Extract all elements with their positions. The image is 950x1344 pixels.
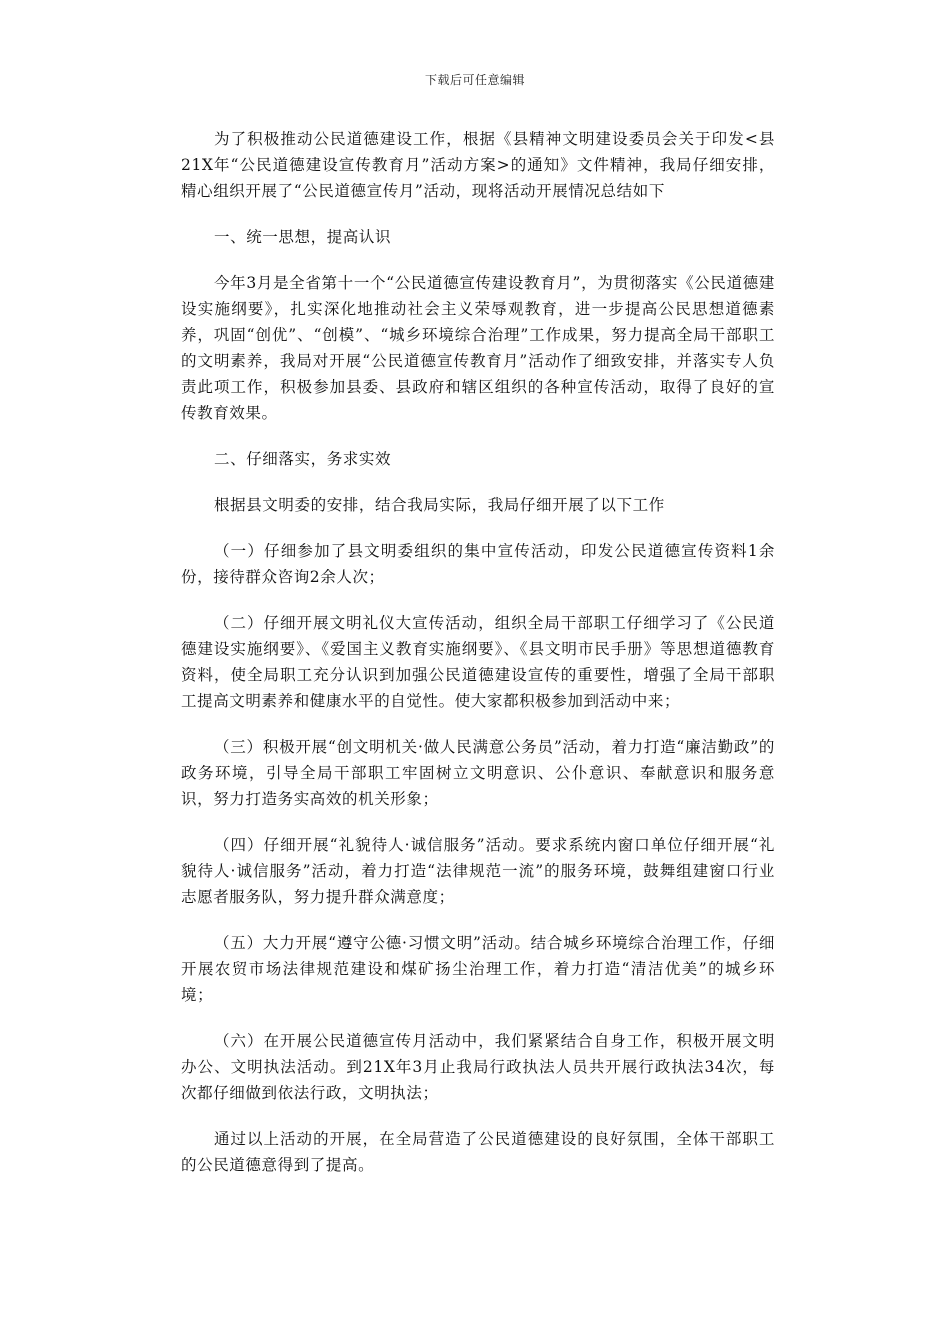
intro-paragraph: 为了积极推动公民道德建设工作，根据《县精神文明建设委员会关于印发<县21X年“公民道德建设宣传教育月”活动方案>的通知》文件精神，我局仔细安排，精心组织开展了“公民道德宣传月”活动，现将活动开展情况总结如下 (181, 130, 775, 200)
item-1-paragraph: （一）仔细参加了县文明委组织的集中宣传活动，印发公民道德宣传资料1余份，接待群众咨询2余人次； (181, 542, 775, 586)
item-3-paragraph: （三）积极开展“创文明机关·做人民满意公务员”活动，着力打造“廉洁勤政”的政务环境，引导全局干部职工牢固树立文明意识、公仆意识、奉献意识和服务意识，努力打造务实高效的机关形象； (181, 738, 775, 808)
download-note: 下载后可任意编辑 (424, 73, 525, 87)
section-heading-1: 一、统一思想，提高认识 (214, 228, 392, 246)
item-2-paragraph: （二）仔细开展文明礼仪大宣传活动，组织全局干部职工仔细学习了《公民道德建设实施纲要》、《爱国主义教育实施纲要》、《县文明市民手册》等思想道德教育资料，使全局职工充分认识到加强公民道德建设宣传的重要性，增强了全局干部职工提高文明素养和健康水平的自觉性。使大家都积极参加到活动中来； (181, 614, 775, 710)
item-6-paragraph: （六）在开展公民道德宣传月活动中，我们紧紧结合自身工作，积极开展文明办公、文明执法活动。到21X年3月止我局行政执法人员共开展行政执法34次，每次都仔细做到依法行政，文明执法； (181, 1032, 775, 1102)
section-heading-2: 二、仔细落实，务求实效 (214, 450, 392, 468)
item-4-paragraph: （四）仔细开展“礼貌待人·诚信服务”活动。要求系统内窗口单位仔细开展“礼貌待人·诚信服务”活动，着力打造“法律规范一流”的服务环境，鼓舞组建窗口行业志愿者服务队，努力提升群众满意度； (181, 836, 775, 906)
section-1-paragraph: 今年3月是全省第十一个“公民道德宣传建设教育月”，为贯彻落实《公民道德建设实施纲要》，扎实深化地推动社会主义荣辱观教育，进一步提高公民思想道德素养，巩固“创优”、“创模”、“城乡环境综合治理”工作成果，努力提高全局干部职工的文明素养，我局对开展“公民道德宣传教育月”活动作了细致安排，并落实专人负责此项工作，积极参加县委、县政府和辖区组织的各种宣传活动，取得了良好的宣传教育效果。 (181, 274, 775, 422)
item-5-paragraph: （五）大力开展“遵守公德·习惯文明”活动。结合城乡环境综合治理工作，仔细开展农贸市场法律规范建设和煤矿扬尘治理工作，着力打造“清洁优美”的城乡环境； (181, 934, 775, 1004)
section-2-intro: 根据县文明委的安排，结合我局实际，我局仔细开展了以下工作 (214, 496, 665, 514)
document-body (181, 126, 775, 1198)
closing-paragraph: 通过以上活动的开展，在全局营造了公民道德建设的良好氛围，全体干部职工的公民道德意得到了提高。 (181, 1130, 775, 1174)
